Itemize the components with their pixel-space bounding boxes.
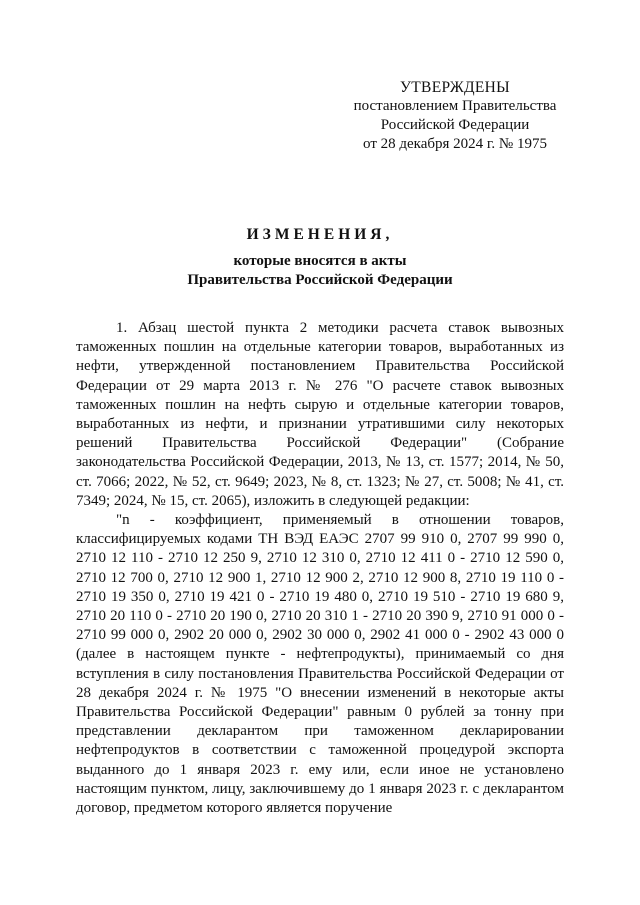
document-title <box>70 224 570 290</box>
paragraph-2: "n - коэффициент, применяемый в отношении товаров, классифицируемых кодами ТН ВЭД ЕАЭС 2707 99 910 0, 2707 99 990 0, 2710 12 110 - 2710 12 250 9, 2710 12 310 0, 2710 12 411 0 - 2710 12 590 0, 2710 12 700 0, 2710 12 900 1, 2710 12 900 2, 2710 12 900 8, 2710 19 110 0 - 2710 19 350 0, 2710 19 421 0 - 2710 19 480 0, 2710 19 510 - 2710 19 680 9, 2710 20 110 0 - 2710 20 190 0, 2710 20 310 1 - 2710 20 390 9, 2710 91 000 0 - 2710 99 000 0, 2902 20 000 0, 2902 30 000 0, 2902 41 000 0 - 2902 43 000 0 (далее в настоящем пункте - нефтепродукты), принимаемый со дня вступления в силу постановления Правительства Российской Федерации от 28 декабря 2024 г. № 1975 "О внесении изменений в некоторые акты Правительства Российской Федерации" равным 0 рублей за тонну при представлении декларантом при таможенном декларировании нефтепродуктов в соответствии с таможенной процедурой экспорта выданного до 1 января 2023 г. ему или, если иное не установлено настоящим пунктом, лицу, заключившему до 1 января 2023 г. с декларантом договор, предметом которого является поручение <box>76 512 564 817</box>
approval-line-3: от 28 декабря 2024 г. № 1975 <box>363 136 547 152</box>
approval-line-1: постановлением Правительства <box>353 98 557 114</box>
approval-line-2: Российской Федерации <box>380 117 530 133</box>
title-subtitle <box>70 252 570 290</box>
document-body <box>76 319 564 818</box>
paragraph-1: 1. Абзац шестой пункта 2 методики расчета ставок вывозных таможенных пошлин на отдельные категории товаров, выработанных из нефти, утвержденной постановлением Правительства Российской Федерации от 29 марта 2013 г. № 276 "О расчете ставок вывозных таможенных пошлин на нефть сырую и отдельные категории товаров, выработанных из нефти, и признании утратившими силу некоторых решений Правительства Российской Федерации" (Собрание законодательства Российской Федерации, 2013, № 13, ст. 1577; 2014, № 50, ст. 7066; 2022, № 52, ст. 9649; 2023, № 8, ст. 1323; № 27, ст. 5008; № 41, ст. 7349; 2024, № 15, ст. 2065), изложить в следующей редакции: <box>76 320 564 509</box>
title-subtitle-line-2: Правительства Российской Федерации <box>187 272 453 288</box>
title-main: ИЗМЕНЕНИЯ, <box>246 226 394 243</box>
title-subtitle-line-1: которые вносятся в акты <box>233 253 407 269</box>
approval-stamp <box>330 78 580 154</box>
approval-heading: УТВЕРЖДЕНЫ <box>400 79 510 96</box>
